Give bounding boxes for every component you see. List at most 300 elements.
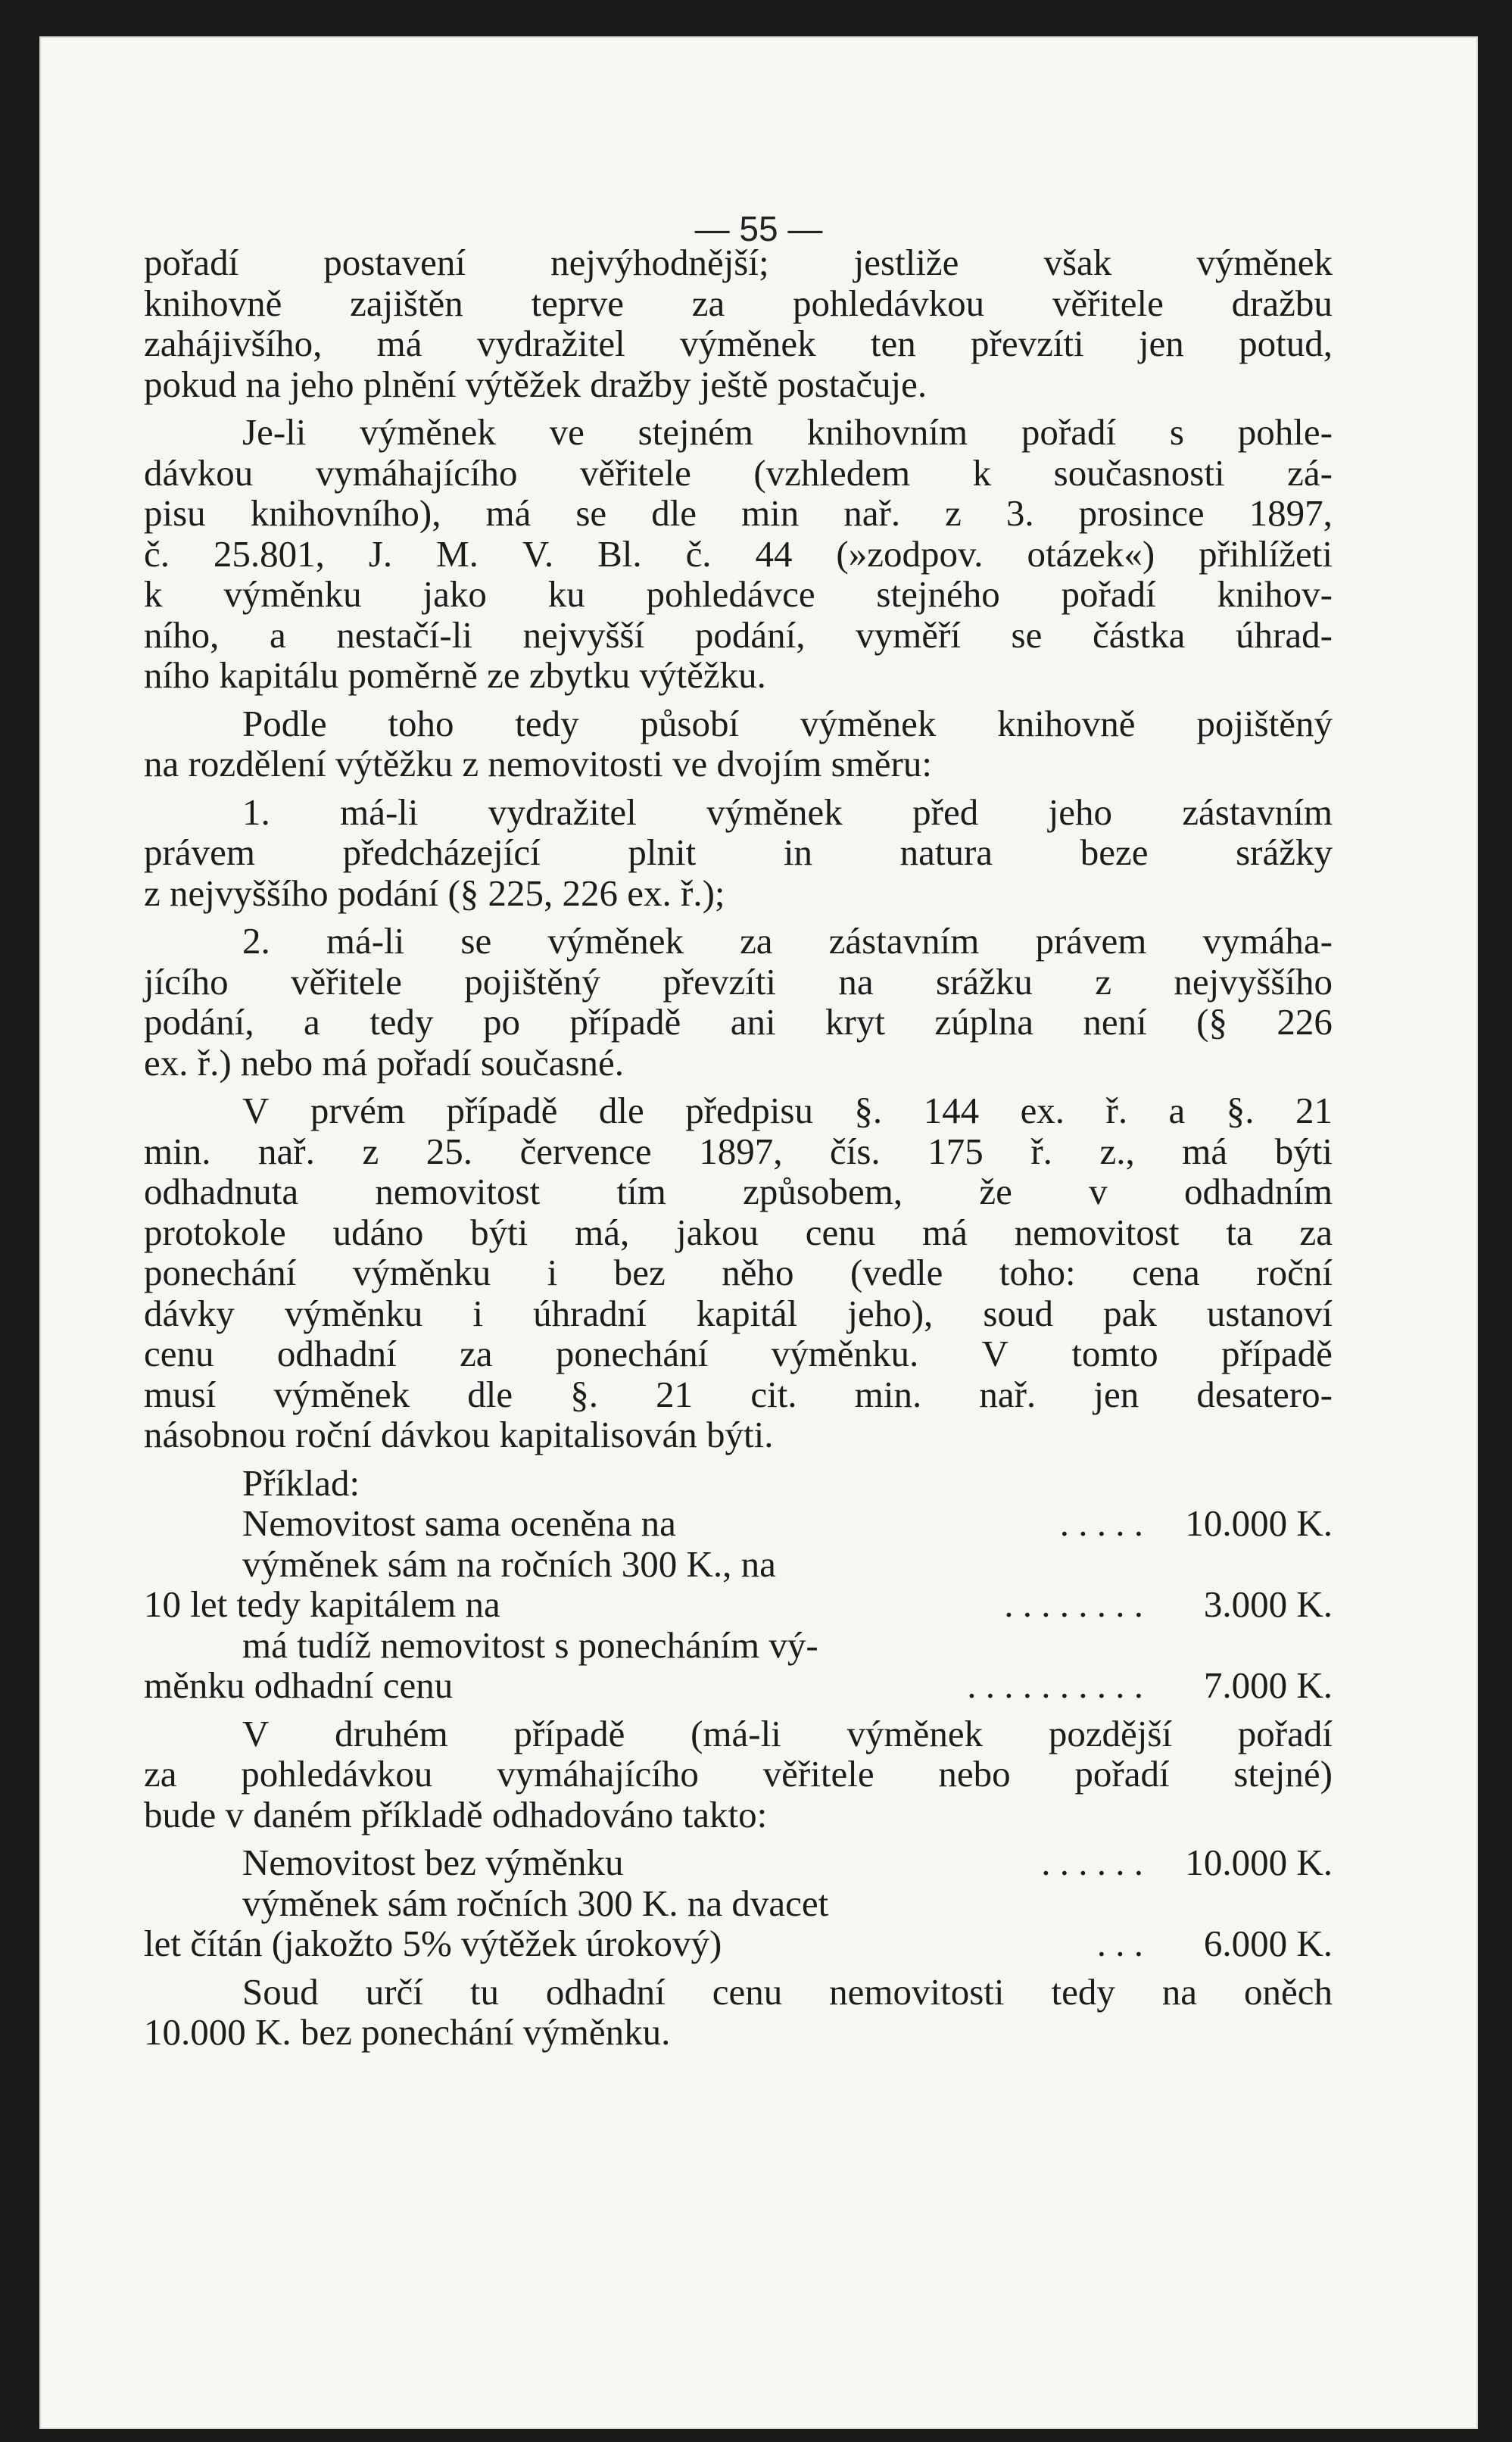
word: před (912, 791, 979, 833)
word: dávkou (144, 451, 254, 494)
word: jeho (1048, 791, 1112, 833)
word: 144 (923, 1090, 980, 1131)
word: beze (1080, 831, 1149, 873)
word: (má-li (691, 1712, 781, 1754)
word: 1897, (699, 1130, 783, 1172)
word: býti (1274, 1130, 1333, 1172)
text-line (144, 962, 1333, 1003)
word: vyměří (856, 613, 961, 656)
word: z., (1099, 1130, 1135, 1172)
word: vymáhajícího (497, 1753, 699, 1795)
word: teprve (531, 282, 624, 324)
row-label: výměnek sám ročních 300 K. na dvacet (242, 1882, 829, 1924)
word: 1897, (1249, 492, 1333, 534)
word: výměnek (547, 920, 684, 962)
word: výměnek (360, 411, 496, 453)
word: protokole (144, 1211, 286, 1253)
word: stejném (638, 411, 754, 453)
page-text (144, 242, 1333, 2060)
word: částka (1092, 613, 1186, 656)
row-dots (828, 1883, 1166, 1924)
word: na (1161, 1970, 1198, 2013)
word: něho (722, 1252, 794, 1293)
word: převzíti (662, 960, 776, 1003)
closing-paragraph (144, 1972, 1333, 2053)
row-amount (1166, 1883, 1333, 1924)
word: 21 (656, 1373, 694, 1415)
word: dražbu (1231, 282, 1333, 324)
word: 21 (1295, 1090, 1333, 1131)
word: není (1083, 1001, 1147, 1043)
example-2-rows (144, 1842, 1333, 1964)
word: podání, (144, 1001, 254, 1043)
word: k (972, 451, 992, 494)
text-line (144, 615, 1333, 656)
word: za (460, 1333, 493, 1374)
row-dots: . . . (1087, 1923, 1143, 1964)
word: nestačí-li (336, 613, 472, 656)
word: vydražitel (476, 323, 625, 364)
word: cit. (750, 1373, 797, 1415)
row-amount: 10.000 K. (1185, 1842, 1333, 1883)
word: však (1043, 242, 1112, 283)
word: určí (365, 1970, 423, 2013)
row-dots: . . . . . . . . . . (958, 1664, 1143, 1706)
word: tomto (1071, 1333, 1158, 1374)
word: zástavním (828, 920, 980, 962)
word: soud (983, 1292, 1053, 1334)
word: se (1011, 613, 1043, 656)
text-line: z nejvyššího podání (§ 225, 226 ex. ř.); (144, 872, 725, 914)
word: výměnku (284, 1292, 423, 1334)
word: jen (1093, 1373, 1139, 1415)
word: ex. (1020, 1090, 1065, 1131)
word: zá- (1287, 451, 1333, 494)
text-line (144, 453, 1333, 494)
word: po (482, 1001, 520, 1043)
word: cenu (144, 1333, 214, 1374)
word: jeho), (847, 1292, 934, 1334)
word: srážku (935, 960, 1033, 1003)
word: in (783, 831, 812, 873)
word: se (575, 492, 607, 534)
example-1 (144, 1463, 1333, 1706)
paragraph (144, 792, 1333, 914)
word: výměnku (352, 1252, 491, 1293)
word: za (691, 282, 725, 324)
paragraph (144, 1090, 1333, 1455)
word: kryt (825, 1001, 885, 1043)
text-line (144, 792, 1333, 833)
row-dots (818, 1625, 1166, 1666)
word: pohledávkou (793, 282, 985, 324)
word: výměnku. (771, 1333, 919, 1374)
example-row (144, 1883, 1333, 1924)
word: z (945, 492, 962, 534)
word: otázek«) (1027, 532, 1155, 575)
text-line (144, 1333, 1333, 1374)
example-row (144, 1544, 1333, 1585)
word: 3. (1005, 492, 1034, 534)
word: převzíti (971, 323, 1084, 364)
word: č. (144, 532, 170, 575)
word: nejvyššího (1174, 960, 1333, 1003)
word: za (144, 1753, 177, 1795)
word: výměnek (846, 1712, 984, 1754)
word: pohledávkou (241, 1753, 433, 1795)
word: dle (598, 1090, 644, 1131)
word: tu (469, 1970, 499, 2013)
word: knihovního), (250, 492, 441, 534)
word: dle (651, 492, 697, 534)
word: nař. (843, 492, 901, 534)
word: působí (640, 702, 740, 744)
row-amount: 10.000 K. (1185, 1502, 1333, 1544)
text-line: pokud na jeho plnění výtěžek dražby ještě postačuje. (144, 363, 927, 405)
word: min (741, 492, 800, 534)
word: vymáha- (1202, 920, 1333, 962)
example-row (144, 1842, 1333, 1883)
word: současnosti (1053, 451, 1225, 494)
word: vydražitel (488, 791, 637, 833)
word: oněch (1243, 1970, 1333, 2013)
word: zúplna (934, 1001, 1033, 1043)
row-dots: . . . . . . . . (995, 1583, 1143, 1625)
word: dle (467, 1373, 513, 1415)
word: V. (522, 532, 554, 575)
word: dávky (144, 1292, 235, 1334)
word: pořadí (1061, 573, 1156, 615)
text-line (144, 1252, 1333, 1293)
example-row (144, 1625, 1333, 1666)
word: stejného (876, 573, 1000, 615)
word: má (485, 492, 532, 534)
word: že (979, 1171, 1012, 1212)
text-line (144, 242, 1333, 283)
word: prosince (1078, 492, 1205, 534)
text-line (144, 323, 1333, 364)
word: ponechání (144, 1252, 297, 1293)
word: července (519, 1130, 652, 1172)
word: čís. (830, 1130, 881, 1172)
word: nař. (979, 1373, 1037, 1415)
word: za (1299, 1211, 1333, 1253)
paragraph (144, 242, 1333, 404)
row-label: výměnek sám na ročních 300 K., na (242, 1542, 776, 1585)
text-line (144, 832, 1333, 873)
text-line (144, 1090, 1333, 1131)
word: roční (1256, 1252, 1333, 1293)
word: knihov- (1217, 573, 1333, 615)
word: pak (1103, 1292, 1157, 1334)
word: pozdější (1048, 1712, 1173, 1754)
word: věřitele (290, 960, 402, 1003)
word: i (472, 1292, 483, 1334)
word: V (242, 1712, 270, 1754)
text-line: 10.000 K. bez ponechání výměnku. (144, 2011, 671, 2053)
word: ta (1226, 1211, 1253, 1253)
text-line (144, 703, 1333, 744)
word: jen (1138, 323, 1184, 364)
word: podání, (694, 613, 806, 656)
word: J. (368, 532, 393, 575)
word: pořadí (1237, 1712, 1333, 1754)
word: ř. (1105, 1090, 1128, 1131)
word: ku (547, 573, 585, 615)
word: má (922, 1211, 968, 1253)
word: 2. (242, 920, 270, 962)
word: odhadní (276, 1333, 397, 1374)
word: pořadí (1021, 411, 1117, 453)
word: z (1095, 960, 1111, 1003)
word: z (362, 1130, 379, 1172)
word: předpisu (685, 1090, 813, 1131)
word: prvém (310, 1090, 406, 1131)
text-line (144, 1754, 1333, 1795)
word: věřitele (1052, 282, 1164, 324)
row-amount: 3.000 K. (1203, 1583, 1333, 1625)
word: (vedle (850, 1252, 943, 1293)
text-line (144, 283, 1333, 324)
word: srážky (1236, 831, 1333, 873)
row-dots (776, 1544, 1166, 1585)
word: nemovitost (375, 1171, 541, 1212)
word: má-li (326, 920, 405, 962)
word: (vzhledem (753, 451, 911, 494)
word: ního, (144, 613, 220, 656)
word: odhadnuta (144, 1171, 299, 1212)
example-heading: Příklad: (242, 1461, 360, 1504)
row-dots: . . . . . (1050, 1502, 1143, 1544)
word: výměnek (273, 1373, 410, 1415)
word: a (304, 1001, 320, 1043)
word: pisu (144, 492, 206, 534)
word: vymáhajícího (315, 451, 518, 494)
word: 25.801, (213, 532, 325, 575)
word: cenu (805, 1211, 876, 1253)
word: pojištěný (464, 960, 600, 1003)
word: nemovitost (1014, 1211, 1180, 1253)
word: má-li (340, 791, 419, 833)
word: zástavním (1182, 791, 1333, 833)
word: musí (144, 1373, 217, 1415)
text-line (144, 1972, 1333, 2013)
word: V (981, 1333, 1009, 1374)
example-row (144, 1584, 1333, 1625)
text-line: ex. ř.) nebo má pořadí současné. (144, 1041, 625, 1084)
word: předcházející (342, 831, 541, 873)
word: výměnek (706, 791, 843, 833)
body-paragraphs (144, 242, 1333, 1455)
text-line (144, 921, 1333, 962)
word: Bl. (597, 532, 642, 575)
word: k (144, 573, 163, 615)
word: kapitál (696, 1292, 798, 1334)
word: zajištěn (350, 282, 463, 324)
word: nebo (938, 1753, 1011, 1795)
word: věřitele (762, 1753, 874, 1795)
word: ten (870, 323, 916, 364)
word: tedy (1051, 1970, 1115, 2013)
word: 175 (927, 1130, 984, 1172)
word: 25. (426, 1130, 472, 1172)
word: 1. (242, 791, 270, 833)
word: právem (144, 831, 255, 873)
word: pohledávce (646, 573, 815, 615)
text-line (144, 1293, 1333, 1334)
row-label: Nemovitost sama oceněna na (242, 1502, 676, 1544)
word: č. (685, 532, 712, 575)
word: (§ (1196, 1001, 1227, 1043)
word: min. (144, 1130, 211, 1172)
word: a (1168, 1090, 1186, 1131)
word: §. (1226, 1090, 1255, 1131)
word: 44 (755, 532, 793, 575)
text-line (144, 1131, 1333, 1172)
word: případě (513, 1712, 625, 1754)
text-line (144, 493, 1333, 534)
word: ustanoví (1206, 1292, 1333, 1334)
word: (»zodpov. (836, 532, 984, 575)
word: desatero- (1196, 1373, 1333, 1415)
word: natura (899, 831, 993, 873)
word: právem (1035, 920, 1147, 962)
word: toho (388, 702, 454, 744)
word: §. (570, 1373, 599, 1415)
example-row (144, 1923, 1333, 1964)
word: §. (854, 1090, 883, 1131)
word: ve (549, 411, 585, 453)
word: bez (613, 1252, 666, 1293)
row-amount: 7.000 K. (1203, 1664, 1333, 1706)
text-line: násobnou roční dávkou kapitalisován býti. (144, 1414, 774, 1455)
word: nař. (258, 1130, 315, 1172)
word: druhém (335, 1712, 448, 1754)
word: nejvyšší (522, 613, 645, 656)
word: za (740, 920, 773, 962)
word: toho: (999, 1252, 1076, 1293)
text-line: na rozdělení výtěžku z nemovitosti ve dvojím směru: (144, 743, 932, 784)
word: nemovitosti (829, 1970, 1005, 2013)
word: výměnku (223, 573, 362, 615)
word: Soud (242, 1970, 319, 2013)
row-label: let čítán (jakožto 5% výtěžek úrokový) (144, 1923, 722, 1964)
word: jícího (144, 960, 229, 1003)
word: případě (569, 1001, 681, 1043)
word: úhradní (533, 1292, 647, 1334)
word: s (1169, 411, 1184, 453)
text-line (144, 1002, 1333, 1043)
word: pohle- (1237, 411, 1333, 453)
word: ponechání (555, 1333, 709, 1374)
word: přihlížeti (1199, 532, 1333, 575)
word: zahájivšího, (144, 323, 323, 364)
word: má (1182, 1130, 1228, 1172)
text-line (144, 1714, 1333, 1754)
word: 226 (1277, 1001, 1333, 1043)
paragraph (144, 921, 1333, 1083)
text-line: ního kapitálu poměrně ze zbytku výtěžku. (144, 654, 766, 696)
example-1-rows (144, 1503, 1333, 1706)
word: odhadním (1183, 1171, 1333, 1212)
word: postavení (323, 242, 466, 283)
paragraph (144, 412, 1333, 696)
text-line (144, 534, 1333, 575)
word: cenu (712, 1970, 783, 2013)
word: případě (446, 1090, 558, 1131)
second-case-paragraph (144, 1714, 1333, 1835)
word: stejné) (1233, 1753, 1333, 1795)
word: na (838, 960, 874, 1003)
text-line: bude v daném příkladě odhadováno takto: (144, 1793, 768, 1835)
word: má (376, 323, 422, 364)
text-line (144, 1212, 1333, 1253)
row-label: měnku odhadní cenu (144, 1664, 454, 1706)
word: jakou (676, 1211, 759, 1253)
word: způsobem, (743, 1171, 903, 1212)
page-number: — 55 — (694, 209, 823, 248)
word: nejvýhodnější; (550, 242, 769, 283)
text-line (144, 574, 1333, 615)
word: Podle (242, 702, 327, 744)
word: jestliže (853, 242, 959, 283)
text-line (144, 1374, 1333, 1415)
word: cena (1132, 1252, 1200, 1293)
word: má, (575, 1211, 630, 1253)
row-dots: . . . . . . (1032, 1842, 1143, 1883)
word: pořadí (1074, 1753, 1170, 1795)
example-row (144, 1665, 1333, 1706)
word: V (242, 1090, 270, 1131)
word: min. (854, 1373, 922, 1415)
word: tím (616, 1171, 666, 1212)
word: jako (422, 573, 487, 615)
word: knihovně (997, 702, 1136, 744)
word: úhrad- (1236, 613, 1333, 656)
row-label: Nemovitost bez výměnku (242, 1842, 624, 1883)
row-label: 10 let tedy kapitálem na (144, 1583, 500, 1625)
word: věřitele (579, 451, 691, 494)
word: M. (436, 532, 479, 575)
text-line (144, 412, 1333, 453)
word: pořadí (144, 242, 239, 283)
word: v (1089, 1171, 1108, 1212)
word: ani (730, 1001, 776, 1043)
word: býti (470, 1211, 528, 1253)
word: se (460, 920, 492, 962)
word: výměnek (679, 323, 816, 364)
word: udáno (332, 1211, 424, 1253)
word: Je-li (242, 411, 307, 453)
book-page (39, 36, 1478, 2429)
word: knihovně (144, 282, 282, 324)
word: potud, (1239, 323, 1333, 364)
row-amount (1166, 1544, 1333, 1585)
word: tedy (369, 1001, 434, 1043)
word: ř. (1030, 1130, 1052, 1172)
word: a (270, 613, 286, 656)
row-amount (1166, 1625, 1333, 1666)
word: výměnek (1196, 242, 1333, 283)
word: i (547, 1252, 558, 1293)
word: případě (1221, 1333, 1333, 1374)
word: výměnek (800, 702, 937, 744)
word: plnit (628, 831, 697, 873)
word: knihovním (806, 411, 968, 453)
word: odhadní (545, 1970, 666, 2013)
example-row (144, 1503, 1333, 1544)
paragraph (144, 703, 1333, 784)
